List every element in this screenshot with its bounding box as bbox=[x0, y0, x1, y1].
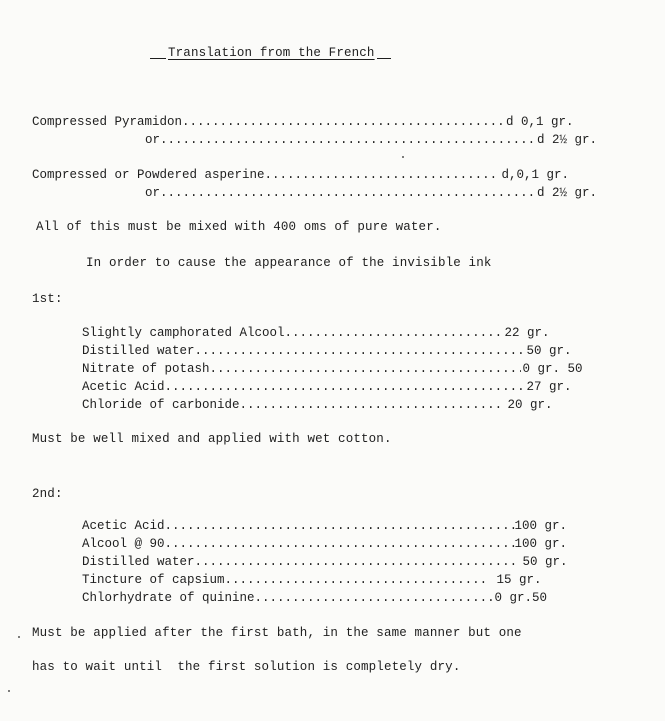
section-1-heading: 1st: bbox=[32, 292, 63, 306]
section-2-item-label: Distilled water bbox=[82, 555, 195, 569]
section-1-item-value: 50 gr. bbox=[526, 344, 572, 358]
section-1-item-label: Nitrate of potash bbox=[82, 362, 210, 376]
formula-a-label-2: or bbox=[145, 133, 161, 147]
dot-leader bbox=[160, 184, 533, 202]
intro-paragraph: In order to cause the appearance of the invisible ink bbox=[86, 256, 492, 270]
section-1-item bbox=[82, 360, 583, 378]
dot-leader bbox=[265, 166, 498, 184]
section-2-item-value: 50 gr. bbox=[522, 555, 568, 569]
dot-leader bbox=[160, 131, 533, 149]
section-2-item-value: 15 gr. bbox=[496, 573, 542, 587]
dot-leader bbox=[165, 378, 523, 396]
section-2-item bbox=[82, 517, 567, 535]
section-1-item-value: 0 gr. 50 bbox=[522, 362, 583, 376]
section-2-item-label: Alcool @ 90 bbox=[82, 537, 165, 551]
dot-leader bbox=[165, 535, 515, 553]
dot-leader bbox=[195, 342, 523, 360]
formula-b-row-2 bbox=[145, 184, 597, 202]
section-2-item bbox=[82, 535, 567, 553]
formula-a-label-1: Compressed Pyramidon bbox=[32, 115, 183, 129]
dot-leader bbox=[285, 324, 501, 342]
section-2-note-line-2: has to wait until the first solution is completely dry. bbox=[32, 660, 461, 674]
section-2-item-label: Tincture of capsium bbox=[82, 573, 225, 587]
section-1-item-label: Chloride of carbonide bbox=[82, 398, 240, 412]
section-1-item bbox=[82, 396, 553, 414]
dot-leader bbox=[255, 589, 494, 607]
section-2-heading: 2nd: bbox=[32, 487, 63, 501]
section-2-item-value: 100 gr. bbox=[514, 519, 568, 533]
formula-b-label-2: or bbox=[145, 186, 161, 200]
formula-b-label-1: Compressed or Powdered asperine bbox=[32, 168, 265, 182]
formula-b-value-1: d,0,1 gr. bbox=[501, 168, 570, 182]
section-1-item bbox=[82, 378, 572, 396]
formula-b-value-2: d 2½ gr. bbox=[537, 186, 598, 200]
section-2-item-value: 0 gr.50 bbox=[494, 591, 548, 605]
section-1-item bbox=[82, 324, 550, 342]
section-1-item-label: Acetic Acid bbox=[82, 380, 165, 394]
formula-a-value-1: d 0,1 gr. bbox=[506, 115, 574, 129]
section-2-item-label: Acetic Acid bbox=[82, 519, 165, 533]
section-2-item bbox=[82, 571, 542, 589]
dot-leader bbox=[165, 517, 515, 535]
scan-speck bbox=[8, 690, 10, 692]
section-2-item bbox=[82, 589, 547, 607]
section-1-item-label: Slightly camphorated Alcool bbox=[82, 326, 285, 340]
section-2-item bbox=[82, 553, 568, 571]
scan-speck bbox=[402, 156, 404, 158]
dot-leader bbox=[210, 360, 521, 378]
section-1-note: Must be well mixed and applied with wet cotton. bbox=[32, 432, 392, 446]
section-2-item-label: Chlorhydrate of quinine bbox=[82, 591, 255, 605]
dot-leader bbox=[182, 113, 502, 131]
section-1-item-label: Distilled water bbox=[82, 344, 195, 358]
scan-speck bbox=[18, 636, 20, 638]
formula-a-value-2: d 2½ gr. bbox=[537, 133, 598, 147]
section-1-item-value: 22 gr. bbox=[504, 326, 550, 340]
dot-leader bbox=[195, 553, 515, 571]
section-2-note-line-1: Must be applied after the first bath, in the same manner but one bbox=[32, 626, 522, 640]
formula-a-row-2 bbox=[145, 131, 597, 149]
mix-note: All of this must be mixed with 400 oms of pure water. bbox=[36, 220, 442, 234]
section-1-item bbox=[82, 342, 572, 360]
section-1-item-value: 27 gr. bbox=[526, 380, 572, 394]
dot-leader bbox=[240, 396, 504, 414]
formula-b-row-1 bbox=[32, 166, 569, 184]
section-1-item-value: 20 gr. bbox=[507, 398, 553, 412]
page-title: Translation from the French bbox=[150, 44, 391, 62]
section-2-item-value: 100 gr. bbox=[514, 537, 568, 551]
formula-a-row-1 bbox=[32, 113, 574, 131]
dot-leader bbox=[225, 571, 489, 589]
